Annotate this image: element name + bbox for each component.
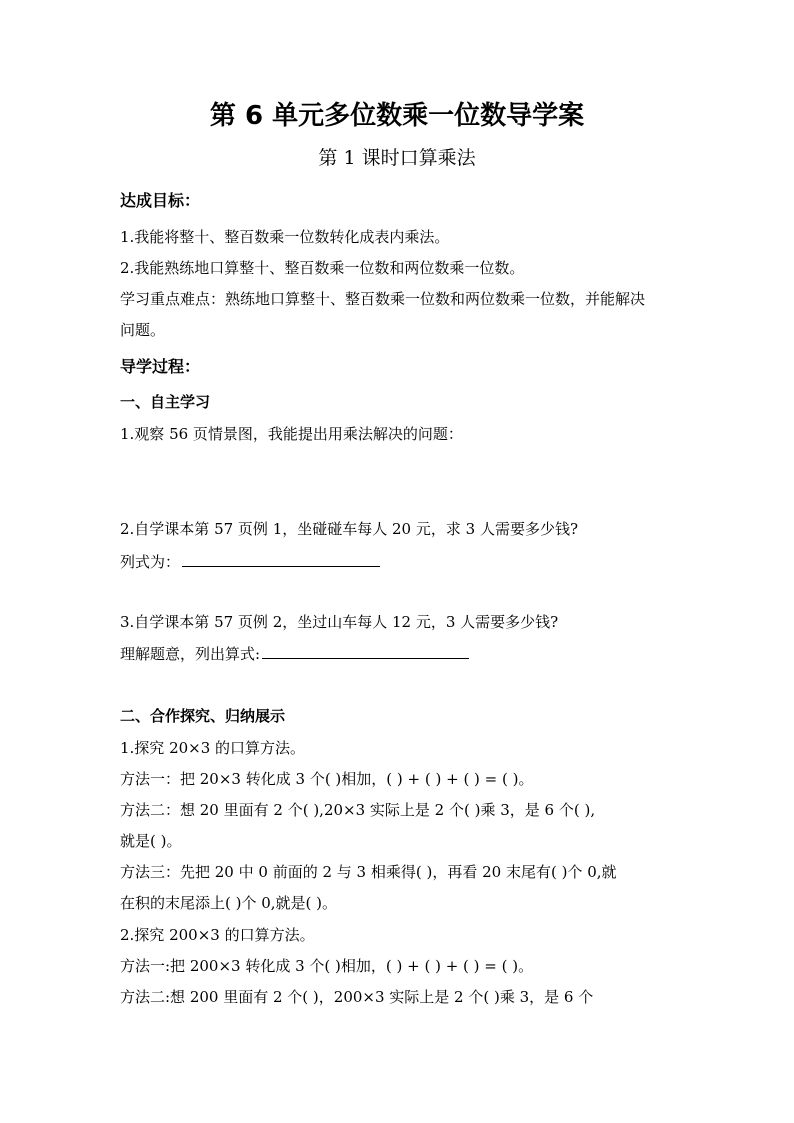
question-3-label: 理解题意，列出算式: xyxy=(120,645,261,663)
section2-heading: 二、合作探究、归纳展示 xyxy=(120,707,286,725)
key-points-line-2: 问题。 xyxy=(120,321,166,339)
explore-1-method-3-line-2: 在积的末尾添上( )个 0,就是( )。 xyxy=(120,894,338,912)
goal-item-2: 2.我能熟练地口算整十、整百数乘一位数和两位数乘一位数。 xyxy=(120,259,525,277)
explore-1-method-1: 方法一：把 20×3 转化成 3 个( )相加，( ) + ( ) + ( ) = ( )。 xyxy=(120,770,534,788)
section1-heading: 一、自主学习 xyxy=(120,393,211,411)
page-title: 第 6 单元多位数乘一位数导学案 xyxy=(209,101,585,131)
question-3-answer-row xyxy=(120,642,690,665)
process-heading: 导学过程： xyxy=(120,357,201,376)
explore-2-method-1: 方法一:把 200×3 转化成 3 个( )相加，( ) + ( ) + ( ) = ( )。 xyxy=(120,957,534,975)
explore-1-method-2-line-2: 就是( )。 xyxy=(120,832,182,850)
question-2-answer-row xyxy=(120,550,690,573)
question-2: 2.自学课本第 57 页例 1，坐碰碰车每人 20 元，求 3 人需要多少钱? xyxy=(120,520,578,538)
goals-heading: 达成目标： xyxy=(120,191,201,210)
question-3-answer-blank[interactable] xyxy=(262,642,469,659)
question-3: 3.自学课本第 57 页例 2，坐过山车每人 12 元，3 人需要多少钱? xyxy=(120,613,559,631)
explore-1-method-3-line-1: 方法三：先把 20 中 0 前面的 2 与 3 相乘得( )，再看 20 末尾有( )个 0,就 xyxy=(120,863,617,881)
question-1: 1.观察 56 页情景图，我能提出用乘法解决的问题： xyxy=(120,425,463,443)
goal-item-1: 1.我能将整十、整百数乘一位数转化成表内乘法。 xyxy=(120,228,450,246)
page-subtitle: 第 1 课时口算乘法 xyxy=(318,147,476,169)
explore-2-method-2: 方法二:想 200 里面有 2 个( )，200×3 实际上是 2 个( )乘 3，是 6 个 xyxy=(120,988,594,1006)
question-2-answer-blank[interactable] xyxy=(182,550,380,567)
key-points-line-1: 学习重点难点：熟练地口算整十、整百数乘一位数和两位数乘一位数，并能解决 xyxy=(120,290,646,308)
question-2-label: 列式为： xyxy=(120,553,181,571)
explore-2: 2.探究 200×3 的口算方法。 xyxy=(120,926,315,944)
explore-1: 1.探究 20×3 的口算方法。 xyxy=(120,739,306,757)
explore-1-method-2-line-1: 方法二：想 20 里面有 2 个( ),20×3 实际上是 2 个( )乘 3，是 6 个( ), xyxy=(120,801,596,819)
